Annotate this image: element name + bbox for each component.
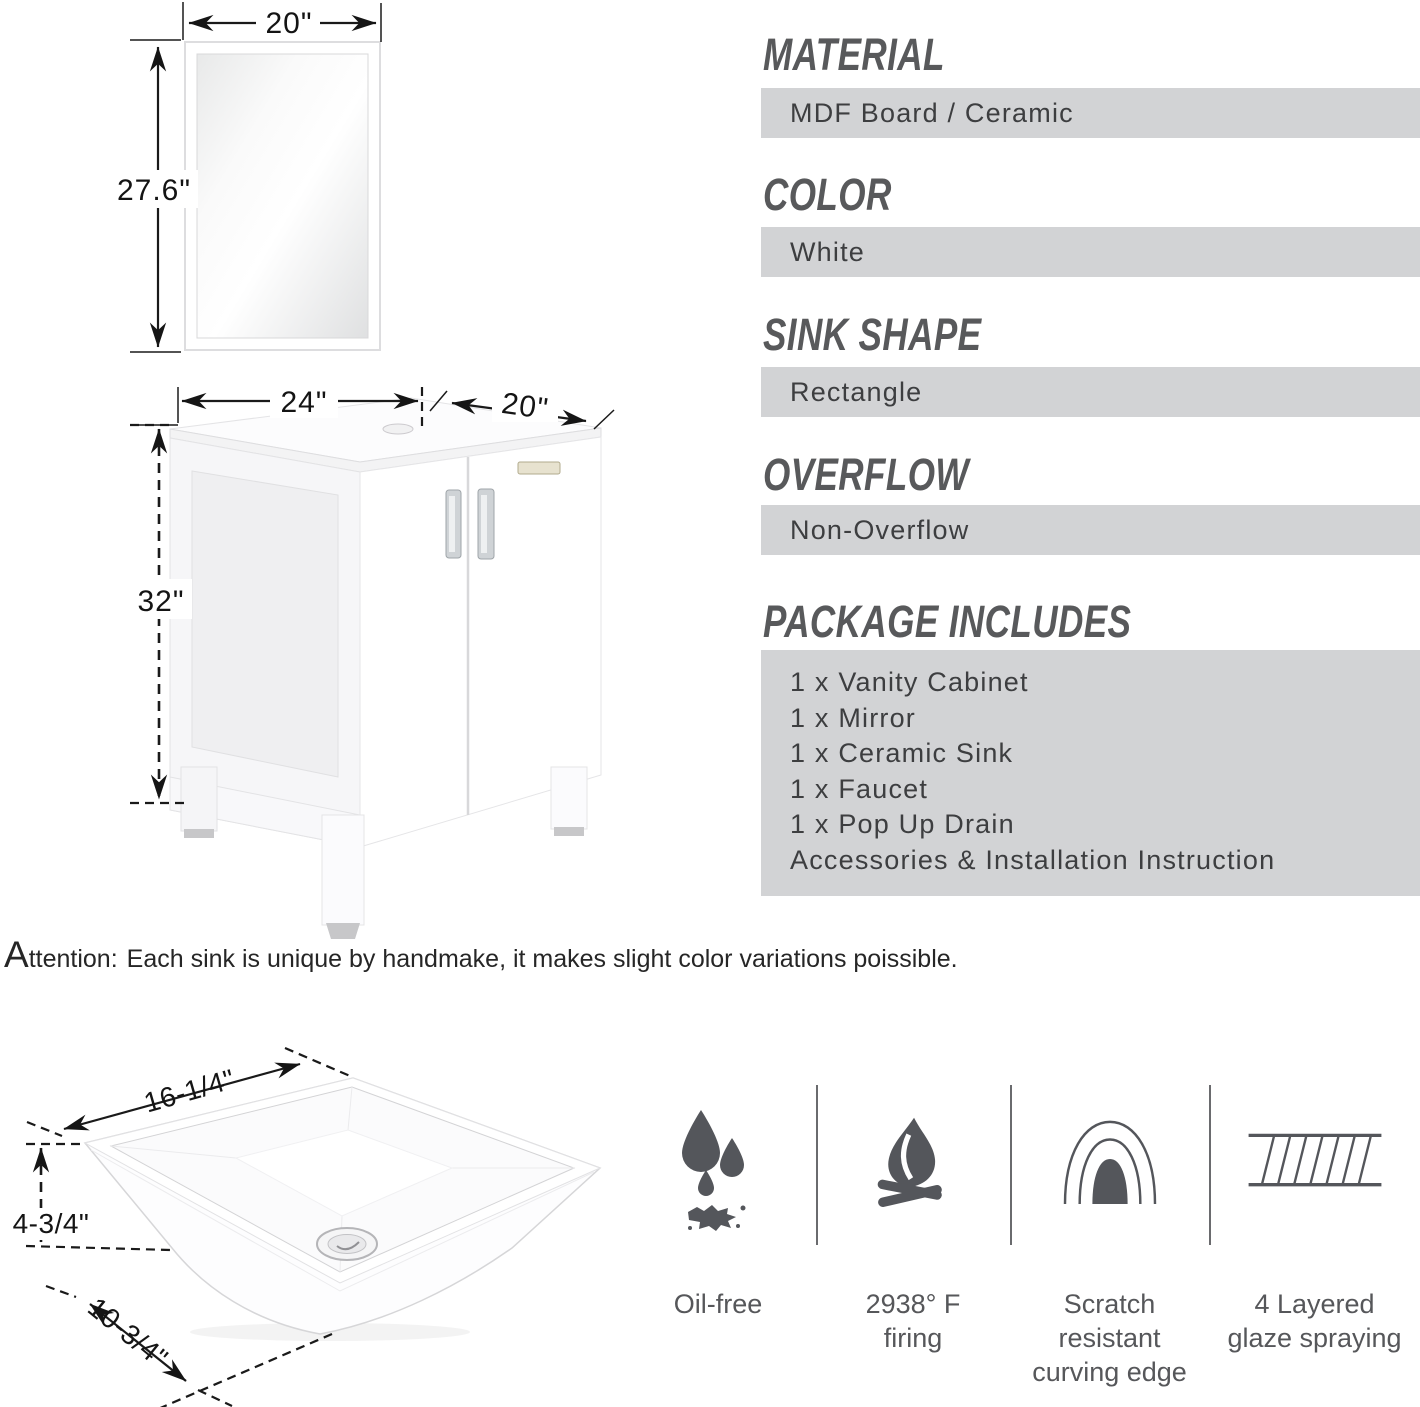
- package-item: 1 x Mirror: [790, 702, 916, 733]
- vanity-cabinet-diagram: [0, 385, 660, 945]
- section-header-color: COLOR: [763, 169, 892, 220]
- attention-text: Each sink is unique by handmake, it makes slight color variations poissible.: [126, 945, 958, 973]
- section-header-package-includes: PACKAGE INCLUDES: [763, 596, 1132, 647]
- fire-icon: [871, 1100, 955, 1228]
- attention-note: [4, 934, 958, 976]
- section-header-overflow: OVERFLOW: [763, 449, 969, 500]
- mirror-diagram: [0, 0, 420, 380]
- glaze-layers-icon: [1245, 1124, 1385, 1198]
- vanity-width-label: 24": [280, 386, 328, 419]
- package-item: 1 x Vanity Cabinet: [790, 667, 1029, 697]
- section-header-material: MATERIAL: [763, 29, 945, 80]
- package-item: Accessories & Installation Instruction: [790, 844, 1276, 875]
- material-value: MDF Board / Ceramic: [761, 88, 1420, 138]
- sink-shape-value: Rectangle: [761, 367, 1420, 417]
- attention-lead: ttention:: [28, 945, 118, 973]
- feature-oil-free: [620, 1080, 816, 1390]
- sink-length-label: 16-1/4": [140, 1063, 239, 1119]
- feature-scratch-resistant: [1010, 1080, 1209, 1390]
- attention-initial: A: [4, 934, 29, 975]
- feature-label: 4 Layered glaze spraying: [1227, 1289, 1402, 1353]
- vanity-cabinet: [170, 398, 601, 939]
- vanity-side-recessed-panel: [192, 471, 338, 777]
- feature-label: Oil-free: [673, 1289, 763, 1319]
- vanity-height-label: 32": [137, 585, 185, 618]
- arch-curve-icon: [1058, 1116, 1162, 1206]
- feature-glaze: [1209, 1080, 1420, 1390]
- feature-row: [620, 1080, 1420, 1390]
- mirror-height-label: 27.6": [116, 174, 192, 207]
- faucet-hole: [383, 424, 413, 434]
- vanity-depth-label: 20": [499, 386, 551, 427]
- feature-label: Scratch resistant curving edge: [1032, 1289, 1187, 1387]
- water-drops-icon: [668, 1098, 768, 1248]
- feature-label: 2938° F firing: [865, 1289, 961, 1353]
- package-includes-list: [761, 650, 1420, 896]
- mirror-width-label: 20": [265, 7, 313, 40]
- sink-height-label: 4-3/4": [12, 1208, 90, 1239]
- overflow-value: Non-Overflow: [761, 505, 1420, 555]
- mirror-width-dimension: [183, 2, 381, 42]
- sink-depth-label: 10-3/4": [82, 1291, 174, 1374]
- feature-firing: [816, 1080, 1010, 1390]
- mirror-glass: [197, 54, 368, 338]
- brand-badge: [518, 462, 560, 474]
- pop-up-drain: [317, 1228, 377, 1260]
- vessel-sink: [85, 1078, 600, 1334]
- sink-diagram: [0, 1040, 660, 1407]
- color-value: White: [761, 227, 1420, 277]
- package-item: 1 x Faucet: [790, 773, 929, 804]
- section-header-sink-shape: SINK SHAPE: [763, 309, 982, 360]
- package-item: 1 x Pop Up Drain: [790, 809, 1015, 839]
- package-item: 1 x Ceramic Sink: [790, 738, 1014, 768]
